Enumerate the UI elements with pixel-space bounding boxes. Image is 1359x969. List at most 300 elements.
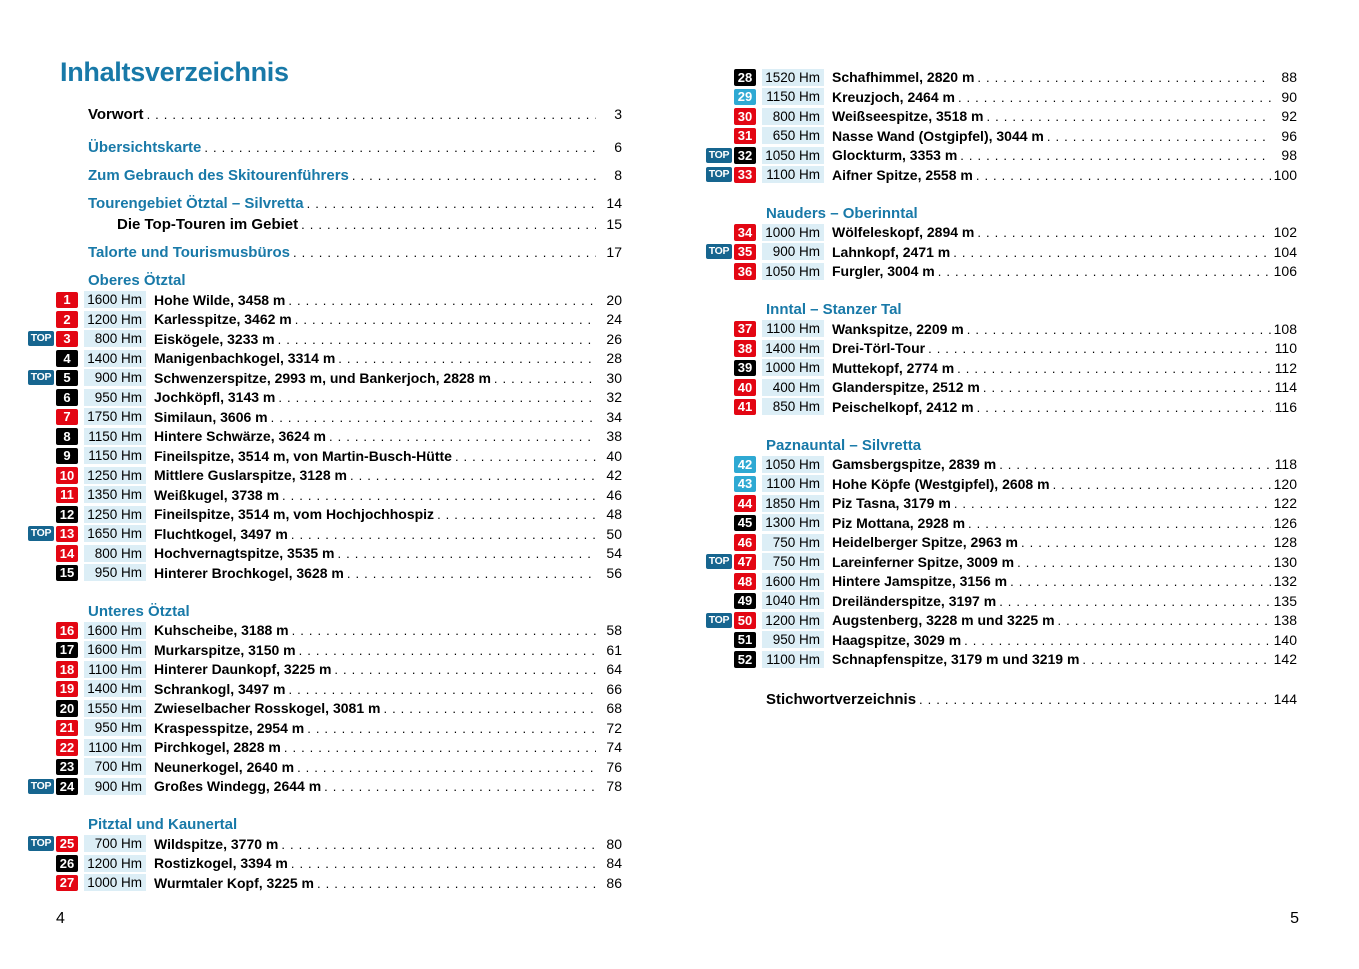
page-ref: 38: [606, 428, 622, 445]
tour-row: [706, 165, 1297, 185]
dot-leader: [144, 107, 596, 122]
dot-leader: [964, 322, 1271, 337]
elevation-gain: 1100 Hm: [762, 320, 824, 337]
elevation-gain: 1050 Hm: [762, 263, 824, 280]
dot-leader: [344, 566, 596, 581]
tour-number-badge: 4: [56, 350, 78, 367]
tour-number-badge: 21: [56, 720, 78, 737]
page-ref: 138: [1273, 612, 1297, 629]
tour-row: [28, 524, 622, 544]
tour-row: [28, 621, 622, 641]
tour-number-badge: 39: [734, 360, 756, 377]
tour-title: Glockturm, 3353 m: [832, 147, 958, 164]
tour-number-badge: 14: [56, 545, 78, 562]
elevation-gain: 850 Hm: [762, 398, 824, 415]
front-matter-row: [88, 244, 622, 264]
tour-row: [706, 591, 1297, 611]
tour-number-badge: 43: [734, 476, 756, 493]
back-matter-label: Stichwortverzeichnis: [766, 691, 917, 708]
elevation-gain: 1400 Hm: [84, 680, 146, 697]
tour-number-badge: 11: [56, 487, 78, 504]
page-ref: 50: [606, 525, 622, 542]
page-ref: 118: [1274, 456, 1297, 473]
dot-leader: [1044, 129, 1271, 144]
tour-titleline: [154, 311, 622, 327]
dot-leader: [1014, 555, 1271, 570]
tour-title: Rostizkogel, 3394 m: [154, 855, 288, 872]
page-ref: 42: [606, 467, 622, 484]
top-slot: [28, 370, 54, 385]
dot-leader: [452, 449, 596, 464]
front-matter-row: [88, 195, 622, 215]
tour-titleline: [832, 108, 1297, 124]
tour-number-badge: 29: [734, 89, 756, 106]
section-title: Nauders – Oberinntal: [766, 204, 918, 222]
dot-leader: [950, 245, 1271, 260]
dot-leader: [289, 623, 596, 638]
elevation-gain: 1150 Hm: [84, 447, 146, 464]
tour-row: [706, 126, 1297, 146]
tour-titleline: [832, 360, 1297, 376]
tour-title: Neunerkogel, 2640 m: [154, 758, 295, 775]
tour-title: Schafhimmel, 2820 m: [832, 69, 975, 86]
toc-section: [28, 603, 622, 797]
elevation-gain: 700 Hm: [84, 835, 146, 852]
dot-leader: [298, 217, 596, 232]
top-slot: [28, 779, 54, 794]
tour-number-badge: 42: [734, 456, 756, 473]
tour-title: Heidelberger Spitze, 2963 m: [832, 534, 1018, 551]
front-matter-label: Talorte und Tourismusbüros: [88, 244, 290, 261]
tour-title: Gamsbergspitze, 2839 m: [832, 456, 997, 473]
tour-title: Mittlere Guslarspitze, 3128 m: [154, 467, 347, 484]
dot-leader: [1018, 535, 1271, 550]
elevation-gain: 1100 Hm: [84, 739, 146, 756]
dot-leader: [286, 682, 596, 697]
tour-titleline: [154, 622, 622, 638]
page-ref: 76: [606, 758, 622, 775]
page-ref: 24: [606, 311, 622, 328]
tour-number-badge: 28: [734, 69, 756, 86]
page-ref: 15: [606, 216, 622, 232]
top-slot: [706, 554, 732, 569]
tour-number-badge: 16: [56, 622, 78, 639]
dot-leader: [1055, 613, 1271, 628]
tour-row: [28, 427, 622, 447]
tour-titleline: [154, 487, 622, 503]
tour-row: [28, 388, 622, 408]
tour-number-badge: 20: [56, 700, 78, 717]
tour-titleline: [154, 720, 622, 736]
page-ref: 80: [606, 835, 622, 852]
page-ref: 61: [606, 641, 622, 658]
dot-leader: [281, 740, 596, 755]
page-ref: 110: [1274, 340, 1297, 357]
page-ref: 14: [606, 195, 622, 211]
tour-titleline: [154, 331, 622, 347]
tour-row: [706, 630, 1297, 650]
dot-leader: [925, 341, 1271, 356]
dot-leader: [326, 429, 596, 444]
tour-title: Kreuzjoch, 2464 m: [832, 88, 955, 105]
elevation-gain: 900 Hm: [84, 369, 146, 386]
tour-number-badge: 18: [56, 661, 78, 678]
tour-row: [28, 505, 622, 525]
section-rows: [706, 319, 1297, 417]
tour-title: Hinterer Brochkogel, 3628 m: [154, 564, 344, 581]
elevation-gain: 1050 Hm: [762, 456, 824, 473]
page-ref: 78: [606, 778, 622, 795]
elevation-gain: 1520 Hm: [762, 69, 824, 86]
toc-section: [28, 816, 622, 893]
tour-number-badge: 33: [734, 167, 756, 184]
dot-leader: [331, 662, 596, 677]
tour-titleline: [832, 534, 1297, 550]
top-slot: [28, 836, 54, 851]
tour-titleline: [832, 476, 1297, 492]
tour-title: Jochköpfl, 3143 m: [154, 389, 276, 406]
tour-number-badge: 12: [56, 506, 78, 523]
page-ref: 104: [1273, 243, 1297, 260]
tour-number-badge: 37: [734, 321, 756, 338]
tour-title: Piz Tasna, 3179 m: [832, 495, 951, 512]
tour-titleline: [154, 739, 622, 755]
elevation-gain: 900 Hm: [762, 243, 824, 260]
page-ref: 86: [606, 874, 622, 891]
page-ref: 88: [1281, 69, 1297, 86]
front-matter-label: Vorwort: [88, 106, 144, 123]
dot-leader: [275, 390, 596, 405]
tour-number-badge: 13: [56, 526, 78, 543]
elevation-gain: 800 Hm: [84, 545, 146, 562]
tour-titleline: [154, 759, 622, 775]
tour-titleline: [154, 661, 622, 677]
toc-section: [706, 437, 1297, 670]
dot-leader: [290, 245, 596, 260]
page-ref: 8: [614, 167, 622, 183]
elevation-gain: 1600 Hm: [84, 291, 146, 308]
front-matter-label: Die Top-Touren im Gebiet: [117, 216, 299, 233]
front-matter-row: [88, 167, 622, 187]
left-column: [28, 106, 622, 893]
elevation-gain: 1550 Hm: [84, 700, 146, 717]
dot-leader: [973, 168, 1271, 183]
elevation-gain: 1150 Hm: [84, 428, 146, 445]
right-column: [706, 58, 1297, 711]
elevation-gain: 1050 Hm: [762, 147, 824, 164]
tour-number-badge: 8: [56, 428, 78, 445]
tour-row: [706, 223, 1297, 243]
elevation-gain: 1600 Hm: [762, 573, 824, 590]
dot-leader: [955, 90, 1271, 105]
dot-leader: [304, 196, 596, 211]
elevation-gain: 400 Hm: [762, 379, 824, 396]
elevation-gain: 1100 Hm: [762, 475, 824, 492]
tour-title: Kraspesspitze, 2954 m: [154, 719, 305, 736]
tour-title: Lareinferner Spitze, 3009 m: [832, 553, 1015, 570]
tour-number-badge: 5: [56, 370, 78, 387]
tour-row: [28, 640, 622, 660]
tour-row: [706, 572, 1297, 592]
tour-title: Pirchkogel, 2828 m: [154, 739, 281, 756]
tour-titleline: [832, 495, 1297, 511]
page-ref: 135: [1273, 592, 1297, 609]
page-ref: 3: [614, 106, 622, 122]
elevation-gain: 950 Hm: [762, 631, 824, 648]
tour-titleline: [154, 855, 622, 871]
page-ref: 130: [1273, 553, 1297, 570]
section-title: Paznauntal – Silvretta: [766, 436, 922, 454]
top-badge: TOP: [28, 370, 54, 385]
tour-row: [28, 757, 622, 777]
tour-number-badge: 44: [734, 495, 756, 512]
dot-leader: [974, 400, 1271, 415]
dot-leader: [314, 876, 596, 891]
tour-title: Hintere Jamspitze, 3156 m: [832, 573, 1008, 590]
page-ref: 56: [606, 564, 622, 581]
tour-title: Muttekopf, 2774 m: [832, 359, 955, 376]
tour-title: Schnapfenspitze, 3179 m und 3219 m: [832, 651, 1080, 668]
page-ref: 48: [606, 506, 622, 523]
tour-row: [706, 68, 1297, 88]
elevation-gain: 1750 Hm: [84, 408, 146, 425]
front-matter-row: [88, 139, 622, 159]
tour-title: Wölfeleskopf, 2894 m: [832, 224, 975, 241]
top-badge: TOP: [28, 836, 54, 851]
page-ref: 106: [1273, 263, 1297, 280]
front-matter-row: [88, 106, 622, 126]
elevation-gain: 1250 Hm: [84, 506, 146, 523]
section-title: Oberes Ötztal: [88, 272, 186, 289]
tour-row: [28, 349, 622, 369]
page-ref: 120: [1273, 475, 1297, 492]
tour-number-badge: 40: [734, 379, 756, 396]
page-ref: 114: [1274, 379, 1297, 396]
tour-titleline: [154, 700, 622, 716]
page-ref: 108: [1273, 320, 1297, 337]
page-ref: 28: [606, 350, 622, 367]
elevation-gain: 650 Hm: [762, 127, 824, 144]
top-slot: [28, 331, 54, 346]
dot-leader: [996, 594, 1271, 609]
tour-title: Hintere Schwärze, 3624 m: [154, 428, 326, 445]
tour-titleline: [832, 554, 1297, 570]
tour-titleline: [154, 370, 622, 386]
elevation-gain: 1850 Hm: [762, 495, 824, 512]
tour-title: Lahnkopf, 2471 m: [832, 243, 951, 260]
tour-row: [706, 146, 1297, 166]
dot-leader: [201, 140, 596, 155]
elevation-gain: 1600 Hm: [84, 641, 146, 658]
tour-number-badge: 31: [734, 128, 756, 145]
page-ref: 26: [606, 330, 622, 347]
tour-number-badge: 51: [734, 632, 756, 649]
tour-row: [28, 699, 622, 719]
dot-leader: [935, 264, 1271, 279]
dot-leader: [434, 507, 596, 522]
dot-leader: [335, 546, 596, 561]
tour-title: Manigenbachkogel, 3314 m: [154, 350, 336, 367]
tour-row: [28, 738, 622, 758]
dot-leader: [954, 361, 1271, 376]
tour-titleline: [154, 875, 622, 891]
page-ref: 84: [606, 855, 622, 872]
tour-titleline: [154, 545, 622, 561]
page-ref: 32: [606, 389, 622, 406]
dot-leader: [1079, 652, 1271, 667]
page-ref: 132: [1273, 573, 1297, 590]
tour-titleline: [832, 340, 1297, 356]
tour-row: [28, 718, 622, 738]
front-matter-label: Übersichtskarte: [88, 139, 202, 156]
elevation-gain: 1200 Hm: [762, 612, 824, 629]
page-ref: 20: [606, 291, 622, 308]
dot-leader: [1050, 477, 1271, 492]
tour-titleline: [832, 399, 1297, 415]
toc-section: [706, 301, 1297, 417]
tour-title: Furgler, 3004 m: [832, 263, 935, 280]
elevation-gain: 800 Hm: [762, 108, 824, 125]
tour-row: [28, 466, 622, 486]
front-matter-label: Tourengebiet Ötztal – Silvretta: [88, 195, 304, 212]
section-rows: [28, 834, 622, 893]
tour-title: Haagspitze, 3029 m: [832, 631, 962, 648]
tour-row: [706, 474, 1297, 494]
tour-number-badge: 22: [56, 739, 78, 756]
tour-number-badge: 9: [56, 448, 78, 465]
page-ref: 64: [606, 661, 622, 678]
dot-leader: [1007, 574, 1271, 589]
page-ref: 116: [1274, 398, 1297, 415]
page-ref: 40: [606, 447, 622, 464]
folio-page-number-right: 5: [1290, 910, 1299, 927]
elevation-gain: 1600 Hm: [84, 622, 146, 639]
tour-titleline: [832, 632, 1297, 648]
tour-title: Hochvernagtspitze, 3535 m: [154, 545, 335, 562]
page-ref: 68: [606, 700, 622, 717]
tour-row: [706, 611, 1297, 631]
right-sections: [706, 68, 1297, 670]
front-matter-row: [117, 216, 622, 236]
section-rows: [706, 68, 1297, 185]
page-ref: 30: [606, 369, 622, 386]
tour-title: Aifner Spitze, 2558 m: [832, 166, 973, 183]
tour-row: [706, 319, 1297, 339]
elevation-gain: 1300 Hm: [762, 514, 824, 531]
section-title: Unteres Ötztal: [88, 602, 190, 620]
dot-leader: [296, 643, 596, 658]
tour-number-badge: 34: [734, 224, 756, 241]
tour-number-badge: 52: [734, 651, 756, 668]
dot-leader: [983, 109, 1271, 124]
tour-titleline: [154, 642, 622, 658]
page-ref: 122: [1273, 495, 1297, 512]
tour-titleline: [154, 506, 622, 522]
elevation-gain: 1350 Hm: [84, 486, 146, 503]
tour-titleline: [832, 573, 1297, 589]
tour-title: Schrankogl, 3497 m: [154, 680, 286, 697]
tour-titleline: [832, 244, 1297, 260]
page-ref: 54: [606, 545, 622, 562]
tour-titleline: [832, 612, 1297, 628]
tour-row: [706, 552, 1297, 572]
dot-leader: [957, 148, 1271, 163]
tour-number-badge: 17: [56, 642, 78, 659]
back-matter-row: [766, 691, 1297, 711]
top-badge: TOP: [28, 779, 54, 794]
tour-row: [28, 563, 622, 583]
dot-leader: [321, 779, 596, 794]
tour-row: [706, 242, 1297, 262]
dot-leader: [268, 410, 596, 425]
elevation-gain: 950 Hm: [84, 719, 146, 736]
tour-row: [706, 262, 1297, 282]
section-title: Pitztal und Kaunertal: [88, 816, 238, 833]
top-slot: [28, 526, 54, 541]
section-rows: [706, 455, 1297, 670]
elevation-gain: 1100 Hm: [762, 651, 824, 668]
tour-titleline: [154, 836, 622, 852]
top-badge: TOP: [706, 148, 732, 163]
elevation-gain: 750 Hm: [762, 553, 824, 570]
tour-titleline: [832, 167, 1297, 183]
tour-row: [706, 650, 1297, 670]
tour-title: Nasse Wand (Ostgipfel), 3044 m: [832, 127, 1044, 144]
tour-titleline: [154, 448, 622, 464]
dot-leader: [951, 496, 1271, 511]
tour-title: Peischelkopf, 2412 m: [832, 398, 974, 415]
dot-leader: [349, 168, 596, 183]
elevation-gain: 1400 Hm: [762, 340, 824, 357]
page-ref: 92: [1281, 108, 1297, 125]
dot-leader: [491, 371, 596, 386]
tour-titleline: [832, 651, 1297, 667]
tour-row: [28, 873, 622, 893]
tour-row: [706, 494, 1297, 514]
elevation-gain: 750 Hm: [762, 534, 824, 551]
tour-titleline: [154, 467, 622, 483]
tour-number-badge: 6: [56, 389, 78, 406]
page-ref: 142: [1273, 651, 1297, 668]
tour-row: [28, 310, 622, 330]
tour-row: [706, 513, 1297, 533]
dot-leader: [980, 380, 1271, 395]
tour-number-badge: 41: [734, 399, 756, 416]
page-ref: 6: [614, 139, 622, 155]
tour-row: [28, 368, 622, 388]
tour-title: Similaun, 3606 m: [154, 408, 268, 425]
tour-number-badge: 36: [734, 263, 756, 280]
tour-title: Fluchtkogel, 3497 m: [154, 525, 288, 542]
tour-titleline: [154, 292, 622, 308]
tour-number-badge: 19: [56, 681, 78, 698]
tour-titleline: [832, 593, 1297, 609]
dot-leader: [347, 468, 596, 483]
tour-titleline: [154, 681, 622, 697]
tour-number-badge: 15: [56, 565, 78, 582]
toc-section: [706, 68, 1297, 185]
section-rows: [28, 290, 622, 583]
tour-title: Dreiländerspitze, 3197 m: [832, 592, 997, 609]
dot-leader: [916, 692, 1271, 707]
tour-titleline: [832, 456, 1297, 472]
page-ref: 17: [606, 244, 622, 260]
tour-row: [706, 378, 1297, 398]
page-ref: 34: [606, 408, 622, 425]
tour-row: [28, 854, 622, 874]
tour-number-badge: 48: [734, 573, 756, 590]
elevation-gain: 1200 Hm: [84, 855, 146, 872]
